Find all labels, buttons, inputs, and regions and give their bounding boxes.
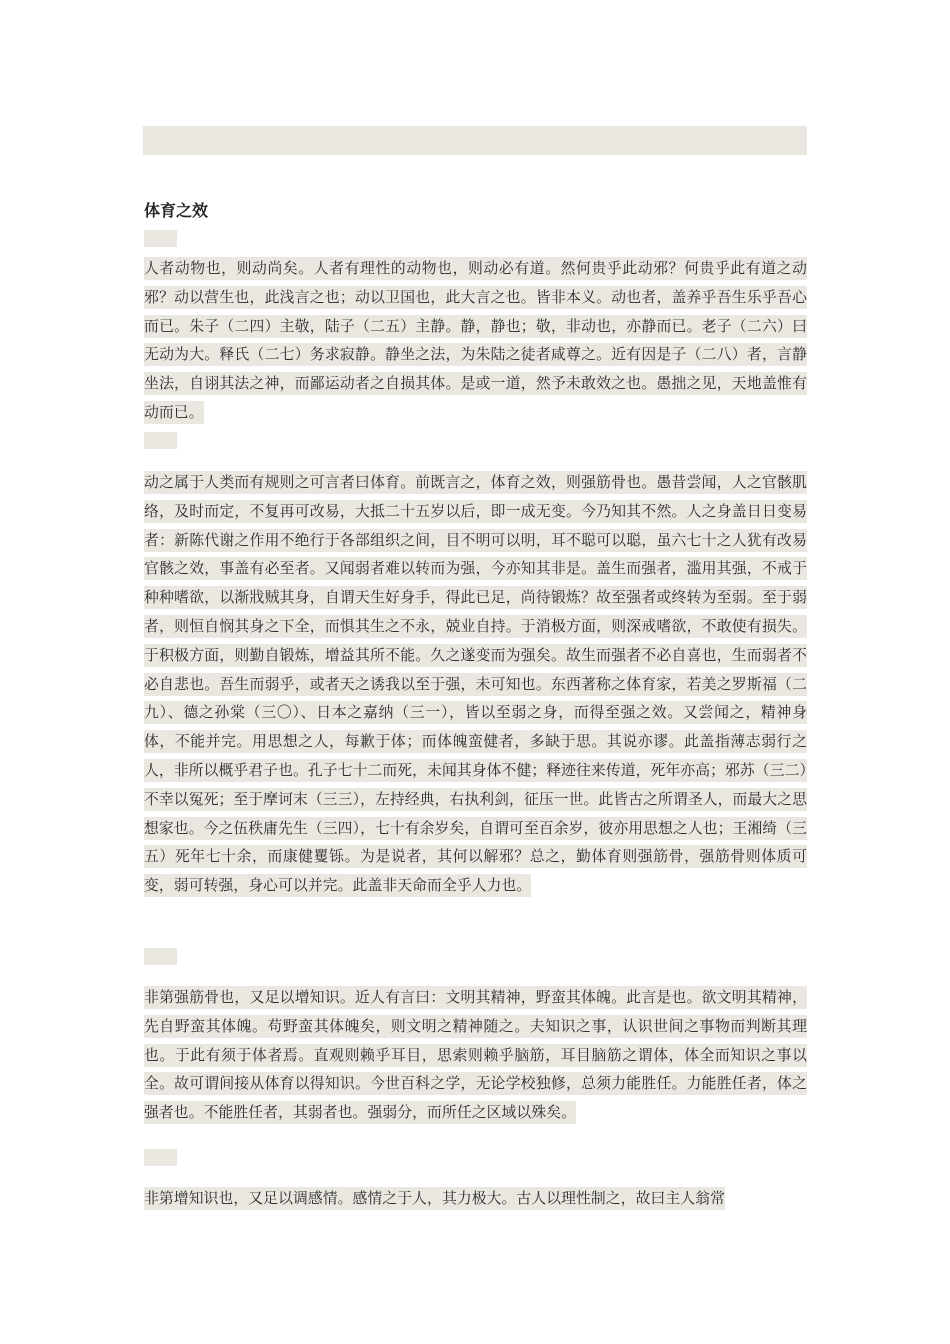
paragraph-text: 非第强筋骨也，又足以增知识。近人有言曰：文明其精神，野蛮其体魄。此言是也。欲文明其精神，先自野蛮其体魄。苟野蛮其体魄矣，则文明之精神随之。夫知识之事，认识世间之事物而判断其理也。于此有须于体者焉。直观则赖乎耳目，思索则赖乎脑筋，耳目脑筋之谓体，体全而知识之事以全。故可谓间接从体育以得知识。今世百科之学，无论学校独修，总须力能胜任。力能胜任者，体之强者也。不能胜任者，其弱者也。强弱分，而所任之区域以殊矣。	[144, 986, 807, 1124]
paragraph	[144, 1185, 807, 1214]
header-placeholder-bar	[143, 126, 807, 155]
paragraph-block-4	[144, 1149, 807, 1214]
paragraph-marker	[144, 948, 177, 965]
paragraph-marker	[144, 432, 177, 449]
paragraph-text: 动之属于人类而有规则之可言者曰体育。前既言之，体育之效，则强筋骨也。愚昔尝闻，人之官骸肌络，及时而定，不复再可改易，大抵二十五岁以后，即一成无变。今乃知其不然。人之身盖日日变易者：新陈代谢之作用不绝行于各部组织之间，目不明可以明，耳不聪可以聪，虽六七十之人犹有改易官骸之效，事盖有必至者。又闻弱者难以转而为强，今亦知其非是。盖生而强者，滥用其强，不戒于种种嗜欲，以渐戕贼其身，自谓天生好身手，得此已足，尚待锻炼？故至强者或终转为至弱。至于弱者，则恒自悯其身之下全，而惧其生之不永，兢业自持。于消极方面，则深戒嗜欲，不敢使有损失。于积极方面，则勤自锻炼，增益其所不能。久之遂变而为强矣。故生而强者不必自喜也，生而弱者不必自悲也。吾生而弱乎，或者天之诱我以至于强，未可知也。东西著称之体育家，若美之罗斯福（二九）、德之孙棠（三〇）、日本之嘉纳（三一），皆以至弱之身，而得至强之效。又尝闻之，精神身体，不能并完。用思想之人，每歉于体；而体魄蛮健者，多缺于思。其说亦谬。此盖指薄志弱行之人，非所以概乎君子也。孔子七十二而死，未闻其身体不健；释迹往来传道，死年亦高；邪苏（三二）不幸以冤死；至于摩诃末（三三），左持经典，右执利剑，征压一世。此皆古之所谓圣人，而最大之思想家也。今之伍秩庸先生（三四），七十有余岁矣，自谓可至百余岁，彼亦用思想之人也；王湘绮（三五）死年七十余，而康健矍铄。为是说者，其何以解邪？总之，勤体育则强筋骨，强筋骨则体质可变，弱可转强，身心可以并完。此盖非天命而全乎人力也。	[144, 471, 807, 897]
article-title: 体育之效	[144, 201, 209, 220]
paragraph-block-2	[144, 432, 807, 901]
paragraph-marker	[144, 1149, 177, 1166]
paragraph-text: 非第增知识也，又足以调感情。感情之于人，其力极大。古人以理性制之，故曰主人翁常	[144, 1187, 725, 1210]
paragraph	[144, 984, 807, 1128]
paragraph	[144, 255, 807, 428]
paragraph-marker	[144, 230, 177, 247]
paragraph	[144, 469, 807, 901]
paragraph-block-1	[144, 230, 807, 428]
paragraph-block-3	[144, 948, 807, 1128]
paragraph-text: 人者动物也，则动尚矣。人者有理性的动物也，则动必有道。然何贵乎此动邪？何贵乎此有道之动邪？动以营生也，此浅言之也；动以卫国也，此大言之也。皆非本义。动也者，盖养乎吾生乐乎吾心而已。朱子（二四）主敬，陆子（二五）主静。静，静也；敬，非动也，亦静而已。老子（二六）曰无动为大。释氏（二七）务求寂静。静坐之法，为朱陆之徒者咸尊之。近有因是子（二八）者，言静坐法，自诩其法之神，而鄙运动者之自损其体。是或一道，然予未敢效之也。愚拙之见，天地盖惟有动而已。	[144, 257, 807, 424]
